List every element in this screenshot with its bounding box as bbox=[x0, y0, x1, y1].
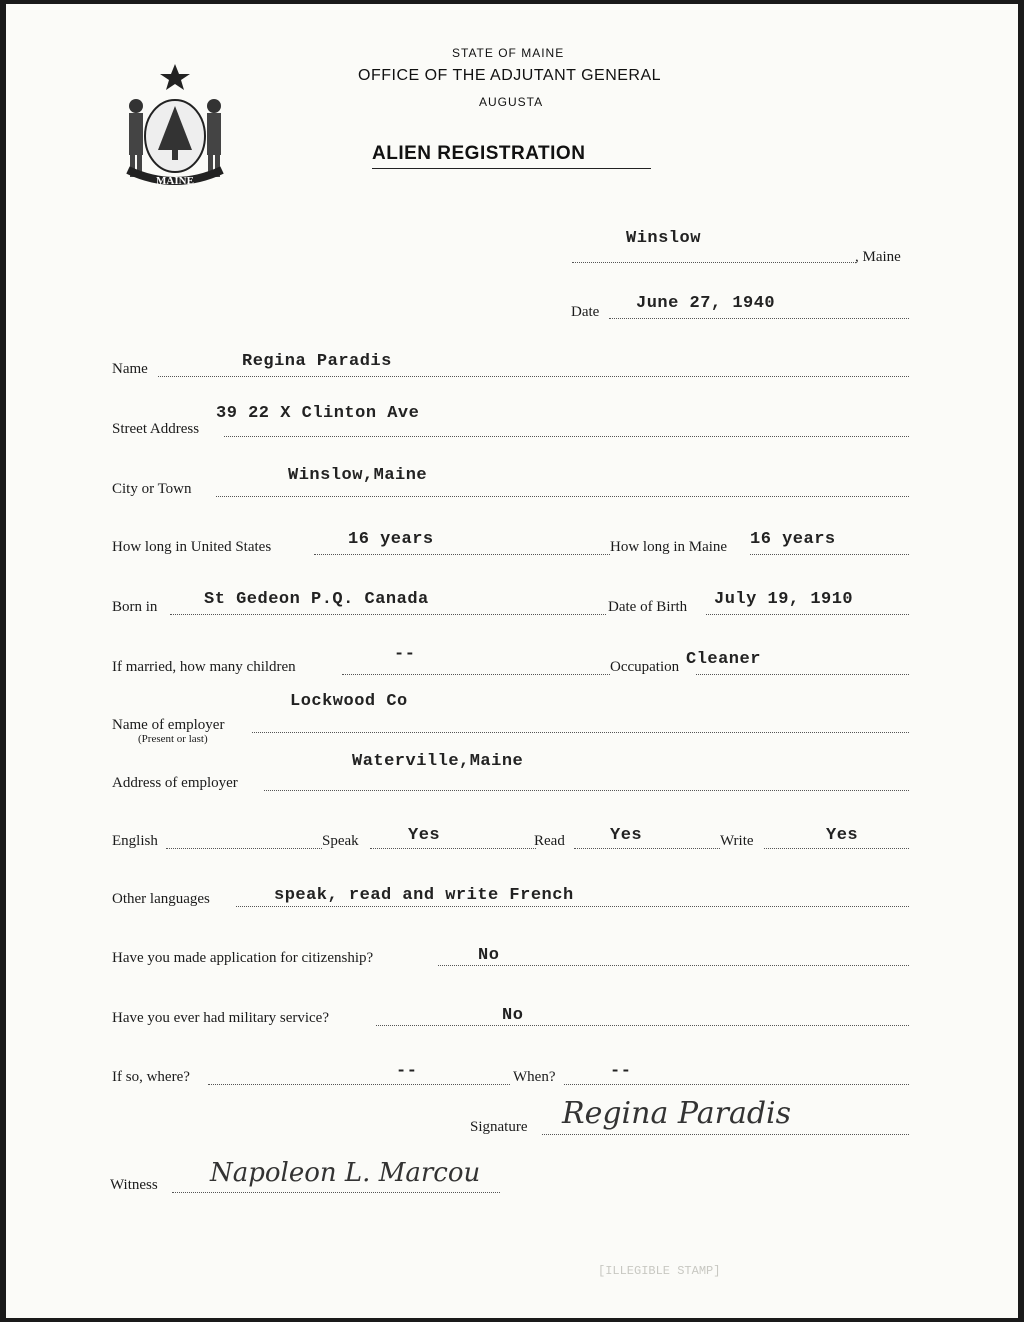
where-label: If so, where? bbox=[112, 1069, 190, 1085]
city-label: City or Town bbox=[112, 481, 192, 497]
how-long-us-value: 16 years bbox=[348, 530, 434, 549]
witness-value: Napoleon L. Marcou bbox=[210, 1158, 481, 1188]
english-line bbox=[166, 848, 322, 849]
write-label: Write bbox=[720, 833, 754, 849]
signature-label: Signature bbox=[470, 1119, 528, 1135]
employer-sublabel: (Present or last) bbox=[138, 733, 208, 745]
dob-label: Date of Birth bbox=[608, 599, 688, 615]
military-label: Have you ever had military service? bbox=[112, 1010, 329, 1026]
write-value: Yes bbox=[826, 826, 859, 845]
employer-address-line bbox=[264, 790, 909, 791]
other-languages-value: speak, read and write French bbox=[274, 886, 574, 905]
town-line bbox=[572, 262, 856, 263]
other-languages-label: Other languages bbox=[112, 891, 210, 907]
born-in-label: Born in bbox=[112, 599, 158, 615]
witness-label: Witness bbox=[110, 1177, 158, 1193]
city-heading: AUGUSTA bbox=[479, 95, 544, 109]
when-label: When? bbox=[513, 1069, 556, 1085]
when-value: -- bbox=[610, 1062, 632, 1081]
street-line bbox=[224, 436, 909, 437]
street-label: Street Address bbox=[112, 421, 200, 437]
speak-value: Yes bbox=[408, 826, 441, 845]
speak-label: Speak bbox=[322, 833, 359, 849]
read-label: Read bbox=[534, 833, 565, 849]
registration-form bbox=[6, 4, 1018, 1318]
city-line bbox=[216, 496, 909, 497]
occupation-value: Cleaner bbox=[686, 650, 761, 669]
state-heading: STATE OF MAINE bbox=[452, 46, 565, 60]
how-long-us-line bbox=[314, 554, 610, 555]
town-value: Winslow bbox=[626, 229, 701, 248]
signature-value: Regina Paradis bbox=[562, 1096, 792, 1131]
military-value: No bbox=[502, 1006, 524, 1025]
military-line bbox=[376, 1025, 909, 1026]
when-line bbox=[564, 1084, 909, 1085]
signature-line bbox=[542, 1134, 909, 1135]
faint-stamp: [ILLEGIBLE STAMP] bbox=[598, 1264, 721, 1278]
state-seal-icon bbox=[114, 58, 236, 190]
city-value: Winslow,Maine bbox=[288, 466, 428, 485]
maine-suffix: , Maine bbox=[855, 249, 901, 265]
read-line bbox=[574, 848, 720, 849]
dob-line bbox=[706, 614, 909, 615]
where-line bbox=[208, 1084, 510, 1085]
citizenship-label: Have you made application for citizenship? bbox=[112, 950, 374, 966]
employer-value: Lockwood Co bbox=[290, 692, 408, 711]
date-line bbox=[609, 318, 909, 319]
office-heading: OFFICE OF THE ADJUTANT GENERAL bbox=[358, 67, 662, 84]
street-value: 39 22 X Clinton Ave bbox=[216, 404, 420, 423]
write-line bbox=[764, 848, 909, 849]
born-in-value: St Gedeon P.Q. Canada bbox=[204, 590, 429, 609]
read-value: Yes bbox=[610, 826, 643, 845]
children-line bbox=[342, 674, 610, 675]
employer-line bbox=[252, 732, 909, 733]
date-value: June 27, 1940 bbox=[636, 294, 776, 313]
name-label: Name bbox=[112, 361, 148, 377]
how-long-us-label: How long in United States bbox=[112, 539, 272, 555]
dob-value: July 19, 1910 bbox=[714, 590, 854, 609]
employer-address-label: Address of employer bbox=[112, 775, 238, 791]
born-in-line bbox=[170, 614, 606, 615]
occupation-label: Occupation bbox=[610, 659, 680, 675]
other-languages-line bbox=[236, 906, 909, 907]
date-label: Date bbox=[571, 304, 600, 320]
employer-address-value: Waterville,Maine bbox=[352, 752, 524, 771]
employer-label: Name of employer bbox=[112, 717, 225, 733]
name-value: Regina Paradis bbox=[242, 352, 392, 371]
how-long-maine-label: How long in Maine bbox=[610, 539, 728, 555]
svg-text:MAINE: MAINE bbox=[156, 175, 194, 187]
speak-line bbox=[370, 848, 536, 849]
occupation-line bbox=[696, 674, 909, 675]
children-value: -- bbox=[394, 645, 416, 664]
title-underline bbox=[372, 168, 651, 169]
english-label: English bbox=[112, 833, 158, 849]
where-value: -- bbox=[396, 1062, 418, 1081]
how-long-maine-value: 16 years bbox=[750, 530, 836, 549]
how-long-maine-line bbox=[750, 554, 909, 555]
witness-line bbox=[172, 1192, 500, 1193]
name-line bbox=[158, 376, 909, 377]
citizenship-value: No bbox=[478, 946, 500, 965]
children-label: If married, how many children bbox=[112, 659, 296, 675]
form-title: ALIEN REGISTRATION bbox=[372, 143, 586, 164]
citizenship-line bbox=[438, 965, 909, 966]
